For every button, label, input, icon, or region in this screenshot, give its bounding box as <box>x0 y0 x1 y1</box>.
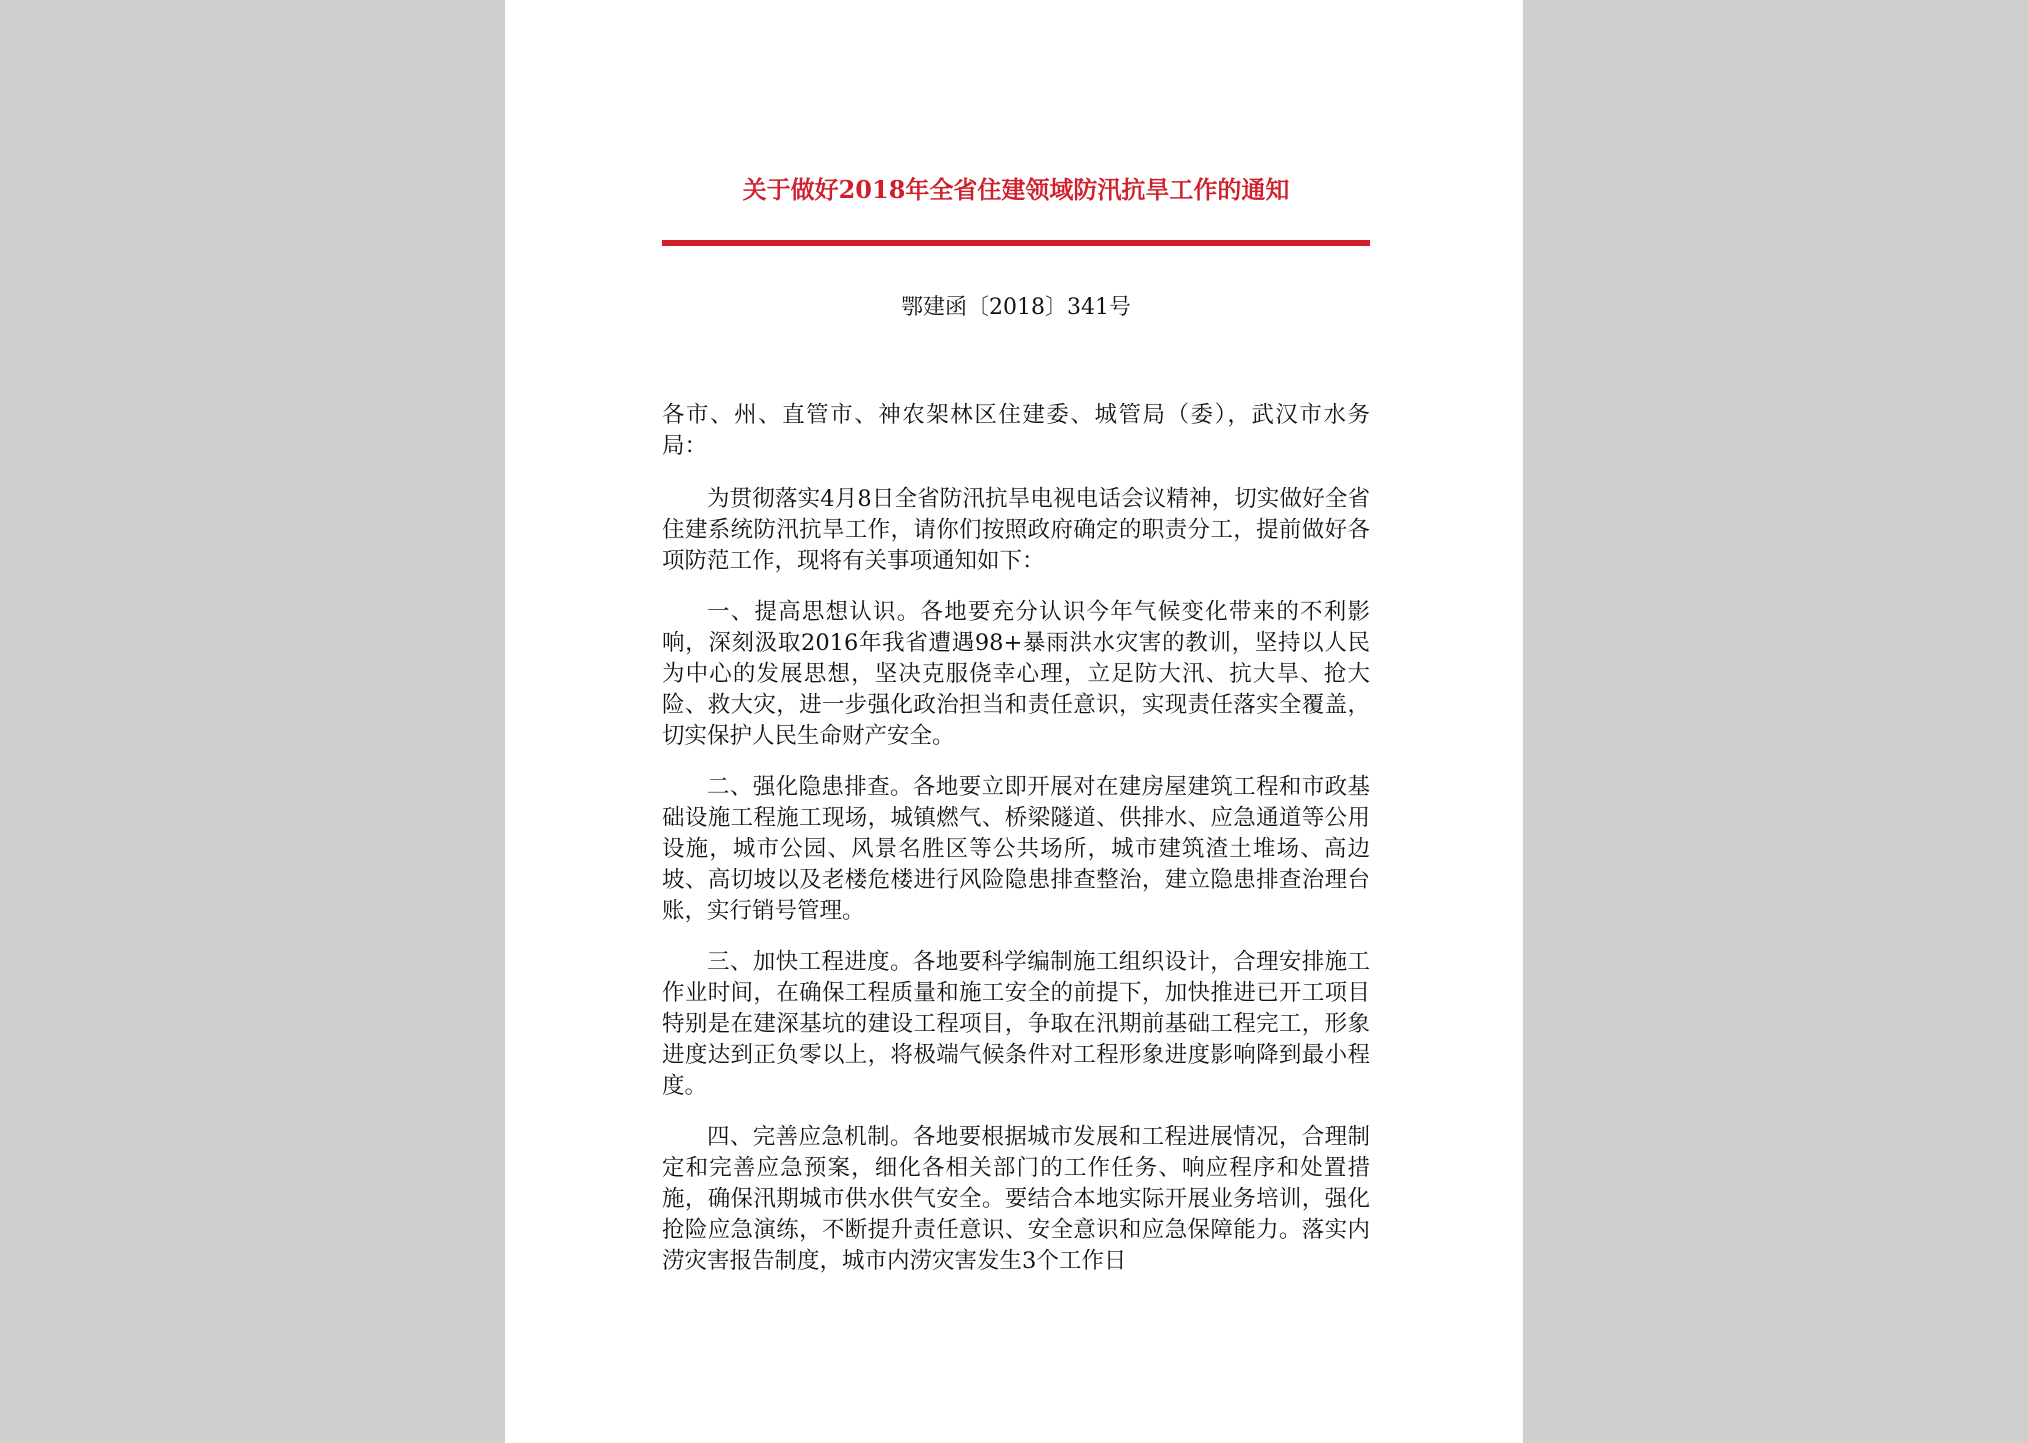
paragraph-section-1: 一、提高思想认识。各地要充分认识今年气候变化带来的不利影响，深刻汲取2016年我省遭遇98+暴雨洪水灾害的教训，坚持以人民为中心的发展思想，坚决克服侥幸心理，立足防大汛、抗大旱、抢大险、救大灾，进一步强化政治担当和责任意识，实现责任落实全覆盖，切实保护人民生命财产安全。 <box>662 599 1370 749</box>
paragraph-section-2: 二、强化隐患排查。各地要立即开展对在建房屋建筑工程和市政基础设施工程施工现场，城镇燃气、桥梁隧道、供排水、应急通道等公用设施，城市公园、风景名胜区等公共场所，城市建筑渣土堆场、高边坡、高切坡以及老楼危楼进行风险隐患排查整治，建立隐患排查治理台账，实行销号管理。 <box>662 774 1370 924</box>
document-body <box>662 400 1370 1297</box>
red-header-rule <box>662 240 1370 246</box>
paragraph-section-4: 四、完善应急机制。各地要根据城市发展和工程进展情况，合理制定和完善应急预案，细化各相关部门的工作任务、响应程序和处置措施，确保汛期城市供水供气安全。要结合本地实际开展业务培训，强化抢险应急演练，不断提升责任意识、安全意识和应急保障能力。落实内涝灾害报告制度，城市内涝灾害发生3个工作日 <box>662 1124 1370 1274</box>
paragraph-intro: 为贯彻落实4月8日全省防汛抗旱电视电话会议精神，切实做好全省住建系统防汛抗旱工作，请你们按照政府确定的职责分工，提前做好各项防范工作，现将有关事项通知如下： <box>662 486 1370 574</box>
document-number: 鄂建函〔2018〕341号 <box>901 295 1131 320</box>
paragraph-section-3: 三、加快工程进度。各地要科学编制施工组织设计，合理安排施工作业时间，在确保工程质量和施工安全的前提下，加快推进已开工项目特别是在建深基坑的建设工程项目，争取在汛期前基础工程完工，形象进度达到正负零以上，将极端气候条件对工程形象进度影响降到最小程度。 <box>662 949 1370 1099</box>
document-title: 关于做好2018年全省住建领域防汛抗旱工作的通知 <box>742 175 1290 204</box>
document-page <box>505 0 1523 1443</box>
salutation: 各市、州、直管市、神农架林区住建委、城管局（委），武汉市水务局： <box>662 402 1370 459</box>
